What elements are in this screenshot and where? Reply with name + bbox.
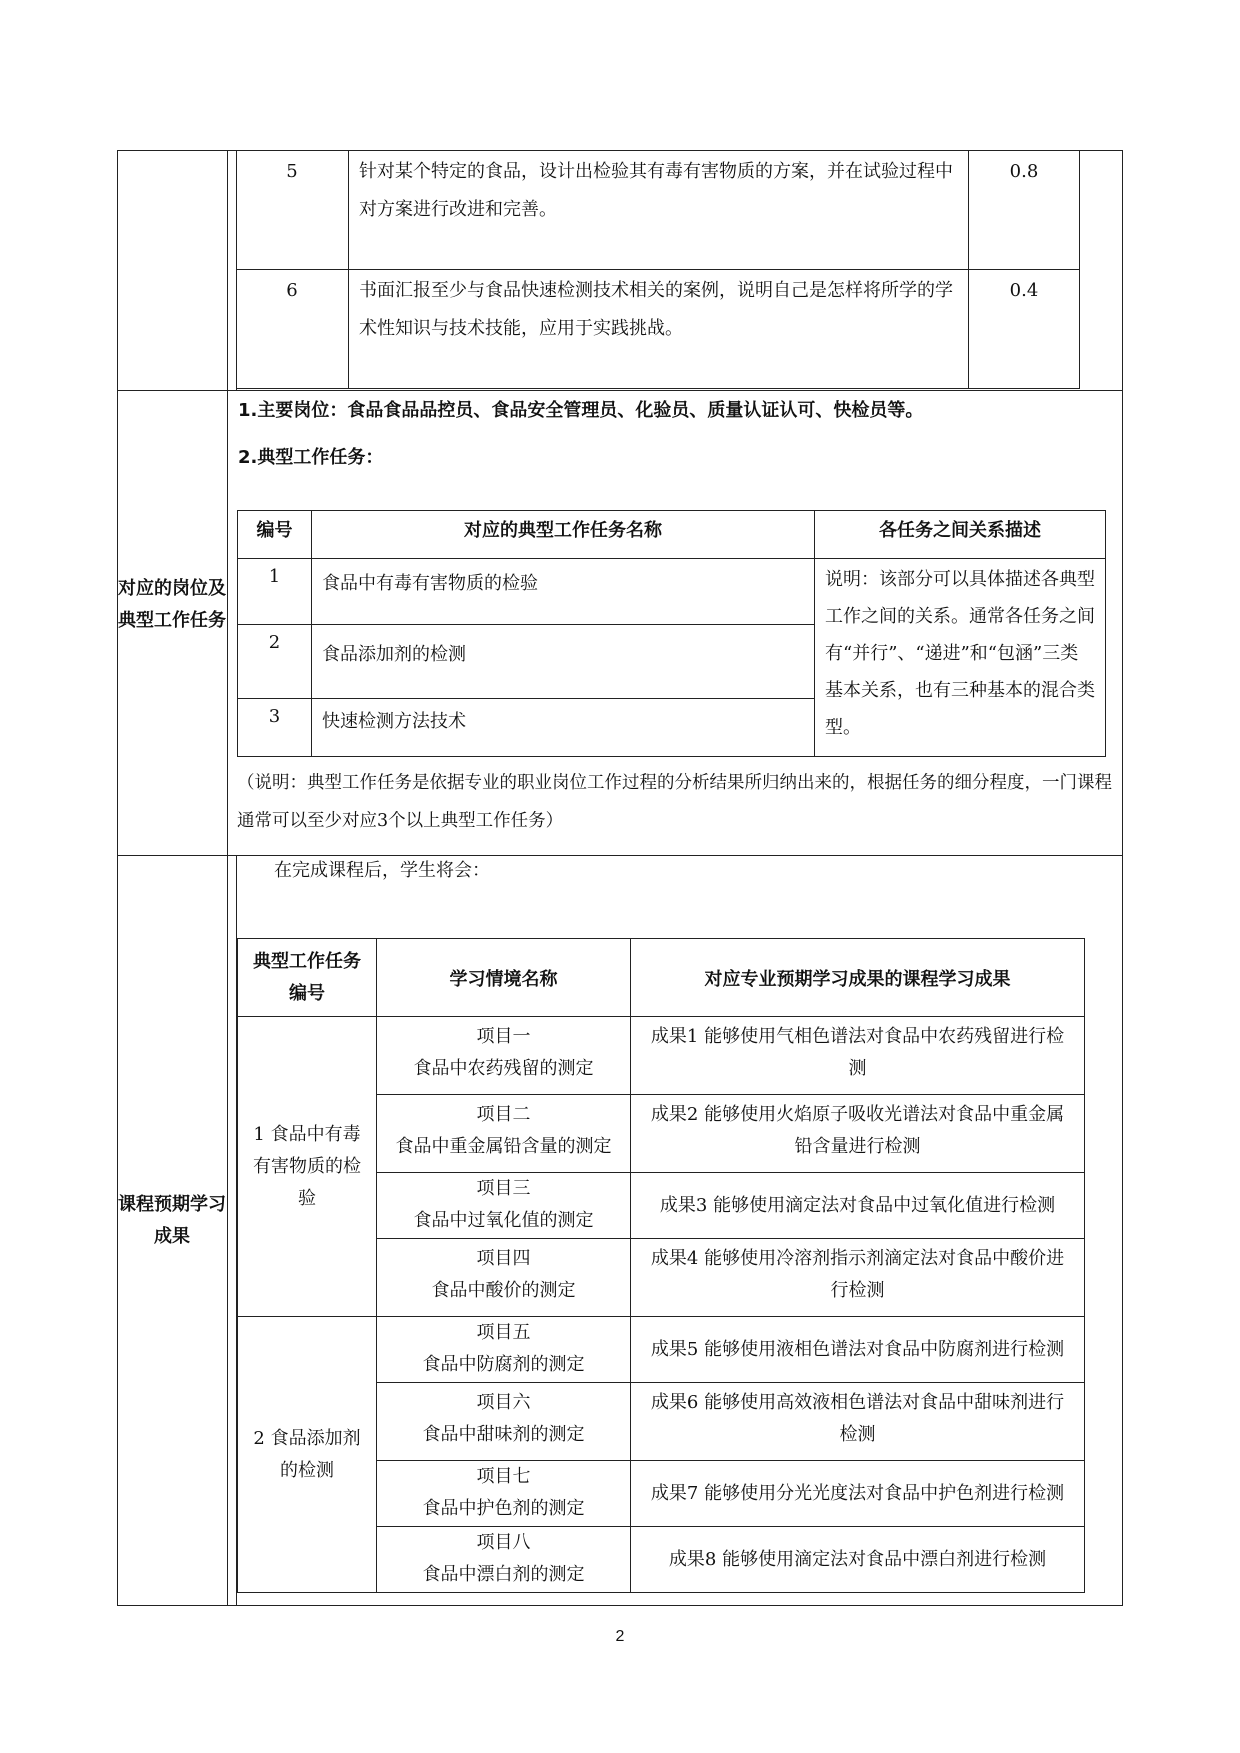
scene-name: 食品中重金属铅含量的测定 bbox=[395, 1136, 612, 1157]
outcomes-intro: 在完成课程后，学生将会： bbox=[274, 860, 490, 881]
scene-name: 食品中甜味剂的测定 bbox=[422, 1424, 585, 1445]
project-label: 项目二 bbox=[476, 1104, 531, 1125]
outcome-text: 成果2 能够使用火焰原子吸收光谱法对食品中重金属铅含量进行检测 bbox=[631, 1095, 1085, 1173]
group-task: 2 食品添加剂的检测 bbox=[238, 1317, 377, 1593]
table-row bbox=[238, 559, 1106, 625]
header-task-name: 对应的典型工作任务名称 bbox=[312, 511, 815, 559]
scene-cell bbox=[377, 1461, 631, 1527]
section-divider-1 bbox=[117, 390, 1123, 391]
table-row bbox=[236, 151, 1080, 270]
tasks-table bbox=[237, 510, 1106, 757]
table-row bbox=[238, 1317, 1085, 1383]
score-weight: 0.4 bbox=[969, 270, 1080, 389]
outcome-text: 成果3 能够使用滴定法对食品中过氧化值进行检测 bbox=[631, 1173, 1085, 1239]
scene-cell bbox=[377, 1527, 631, 1593]
task-no: 3 bbox=[238, 699, 312, 757]
score-content: 针对某个特定的食品，设计出检验其有毒有害物质的方案，并在试验过程中对方案进行改进和完善。 bbox=[349, 151, 969, 270]
scene-name: 食品中农药残留的测定 bbox=[413, 1058, 594, 1079]
section-label-outcomes: 课程预期学习成果 bbox=[118, 1194, 226, 1247]
outcome-text: 成果1 能够使用气相色谱法对食品中农药残留进行检测 bbox=[631, 1017, 1085, 1095]
table-row bbox=[236, 270, 1080, 389]
outcome-text: 成果6 能够使用高效液相色谱法对食品中甜味剂进行检测 bbox=[631, 1383, 1085, 1461]
task-name: 食品添加剂的检测 bbox=[312, 625, 815, 699]
scene-cell bbox=[377, 1239, 631, 1317]
project-label: 项目七 bbox=[476, 1466, 531, 1487]
score-weight: 0.8 bbox=[969, 151, 1080, 270]
page-number: 2 bbox=[615, 1628, 625, 1645]
score-table bbox=[236, 150, 1080, 389]
scene-cell bbox=[377, 1095, 631, 1173]
outcome-text: 成果5 能够使用液相色谱法对食品中防腐剂进行检测 bbox=[631, 1317, 1085, 1383]
project-label: 项目一 bbox=[476, 1026, 531, 1047]
outer-right-border bbox=[1122, 150, 1123, 1606]
scene-name: 食品中漂白剂的测定 bbox=[422, 1564, 585, 1585]
scene-name: 食品中防腐剂的测定 bbox=[422, 1354, 585, 1375]
header-task-id: 典型工作任务编号 bbox=[238, 939, 377, 1017]
project-label: 项目五 bbox=[476, 1322, 531, 1343]
task-name: 快速检测方法技术 bbox=[312, 699, 815, 757]
project-label: 项目三 bbox=[476, 1178, 531, 1199]
scene-cell bbox=[377, 1173, 631, 1239]
task-no: 1 bbox=[238, 559, 312, 625]
outcome-text: 成果4 能够使用冷溶剂指示剂滴定法对食品中酸价进行检测 bbox=[631, 1239, 1085, 1317]
outer-bottom-border bbox=[117, 1605, 1123, 1606]
scene-cell bbox=[377, 1017, 631, 1095]
outcomes-table bbox=[237, 938, 1085, 1593]
table-header-row bbox=[238, 939, 1085, 1017]
score-no: 6 bbox=[236, 270, 349, 389]
task-name: 食品中有毒有害物质的检验 bbox=[312, 559, 815, 625]
score-content: 书面汇报至少与食品快速检测技术相关的案例，说明自己是怎样将所学的学术性知识与技术技能，应用于实践挑战。 bbox=[349, 270, 969, 389]
project-label: 项目六 bbox=[476, 1392, 531, 1413]
table-header-row bbox=[238, 511, 1106, 559]
section-label-jobs: 对应的岗位及典型工作任务 bbox=[118, 578, 226, 631]
outer-left-border bbox=[117, 150, 118, 1606]
scene-cell bbox=[377, 1383, 631, 1461]
table-row bbox=[238, 1017, 1085, 1095]
header-relation: 各任务之间关系描述 bbox=[815, 511, 1106, 559]
header-outcome: 对应专业预期学习成果的课程学习成果 bbox=[631, 939, 1085, 1017]
scene-name: 食品中过氧化值的测定 bbox=[413, 1210, 594, 1231]
relation-description: 说明：该部分可以具体描述各典型工作之间的关系。通常各任务之间有“并行”、“递进”和“包涵”三类基本关系，也有三种基本的混合类型。 bbox=[815, 559, 1106, 757]
scene-name: 食品中酸价的测定 bbox=[431, 1280, 576, 1301]
outcome-text: 成果8 能够使用滴定法对食品中漂白剂进行检测 bbox=[631, 1527, 1085, 1593]
group-task: 1 食品中有毒有害物质的检验 bbox=[238, 1017, 377, 1317]
tasks-note: （说明：典型工作任务是依据专业的职业岗位工作过程的分析结果所归纳出来的，根据任务的细分程度，一门课程通常可以至少对应3个以上典型工作任务） bbox=[237, 773, 1112, 831]
main-posts-text: 1.主要岗位：食品食品品控员、食品安全管理员、化验员、质量认证认可、快检员等。 bbox=[238, 400, 924, 421]
scene-cell bbox=[377, 1317, 631, 1383]
score-no: 5 bbox=[236, 151, 349, 270]
scene-name: 食品中护色剂的测定 bbox=[422, 1498, 585, 1519]
project-label: 项目八 bbox=[476, 1532, 531, 1553]
tasks-heading: 2.典型工作任务： bbox=[238, 447, 384, 468]
label-column-divider bbox=[227, 150, 228, 1606]
project-label: 项目四 bbox=[476, 1248, 531, 1269]
header-scene: 学习情境名称 bbox=[377, 939, 631, 1017]
task-no: 2 bbox=[238, 625, 312, 699]
outcome-text: 成果7 能够使用分光光度法对食品中护色剂进行检测 bbox=[631, 1461, 1085, 1527]
header-no: 编号 bbox=[238, 511, 312, 559]
